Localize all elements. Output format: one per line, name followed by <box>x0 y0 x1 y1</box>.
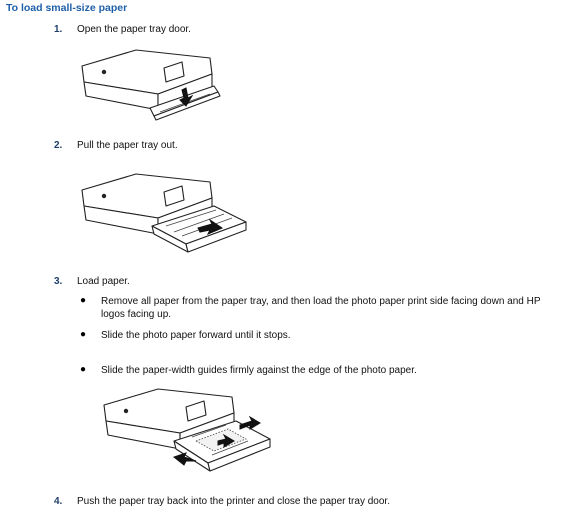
printer-open-tray-door-illustration <box>78 46 228 128</box>
bullet-slide-paper: Slide the photo paper forward until it stops. <box>101 330 291 341</box>
bullet-dot: ● <box>80 329 87 340</box>
step-3-text: Load paper. <box>77 276 130 287</box>
step-1-number: 1. <box>54 24 63 35</box>
step-1-text: Open the paper tray door. <box>77 24 191 35</box>
step-3-number: 3. <box>54 276 63 287</box>
bullet-remove-paper: Remove all paper from the paper tray, and then load the photo paper print side facing down and HP logos facing up. <box>101 296 541 320</box>
step-4-text: Push the paper tray back into the printer and close the paper tray door. <box>77 496 390 507</box>
printer-pull-tray-out-illustration <box>78 170 250 256</box>
step-4-number: 4. <box>54 496 63 507</box>
bullet-width-guides: Slide the paper-width guides firmly against the edge of the photo paper. <box>101 365 417 376</box>
step-2-text: Pull the paper tray out. <box>77 140 178 151</box>
bullet-dot: ● <box>80 295 87 306</box>
printer-load-photo-paper-illustration <box>100 385 276 475</box>
section-title: To load small-size paper <box>6 2 128 14</box>
step-2-number: 2. <box>54 140 63 151</box>
bullet-dot: ● <box>80 364 87 375</box>
